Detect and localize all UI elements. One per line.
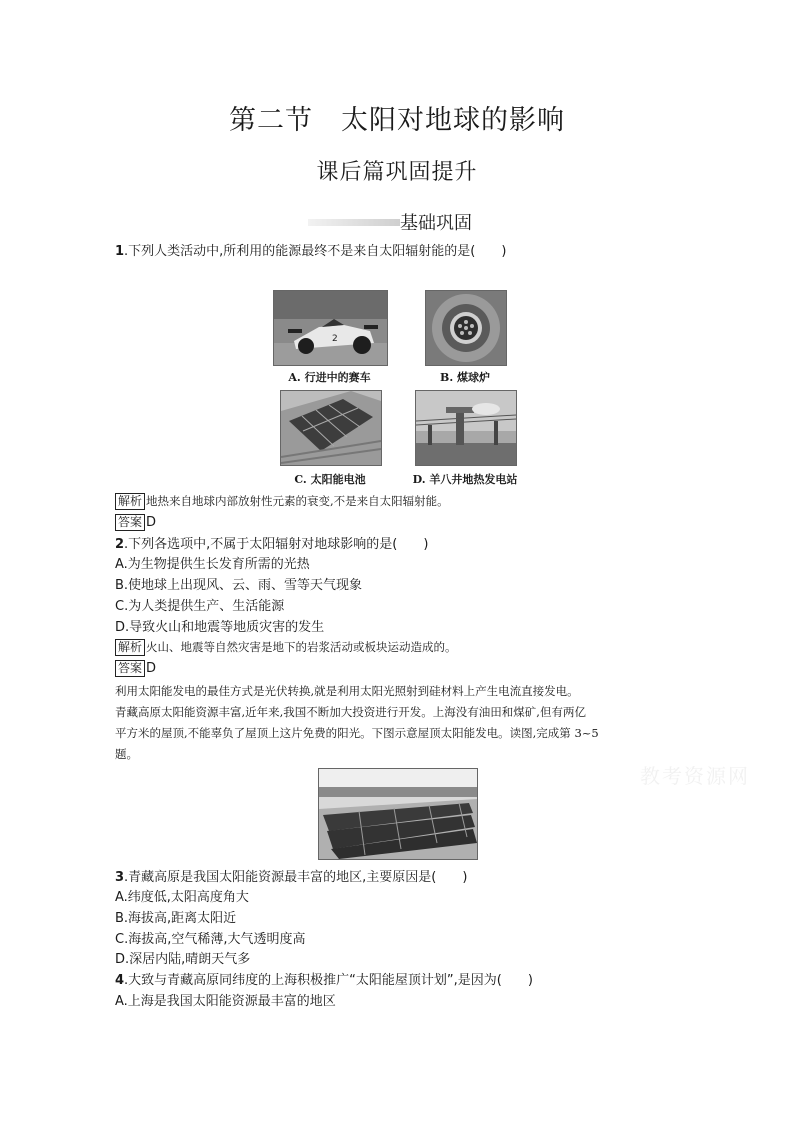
q3-option-c: C.海拔高,空气稀薄,大气透明度高 <box>115 932 306 947</box>
coal-stove-photo <box>425 290 507 366</box>
caption-c: C. 太阳能电池 <box>294 473 366 486</box>
race-car-photo <box>273 290 388 366</box>
passage-line-4: 题。 <box>115 747 138 761</box>
section-decor-bar <box>308 219 400 226</box>
question-2 <box>115 536 428 554</box>
question-number: 1 <box>115 244 125 259</box>
q2-option-a: A.为生物提供生长发育所需的光热 <box>115 557 310 572</box>
question-number: 2 <box>115 537 125 552</box>
answer-tag: 答案 <box>115 514 145 531</box>
question-number: 4 <box>115 973 125 988</box>
q2-analysis <box>115 638 457 657</box>
analysis-tag: 解析 <box>115 493 145 510</box>
question-4 <box>115 972 533 990</box>
q3-option-b: B.海拔高,距离太阳近 <box>115 911 237 926</box>
solar-cell-photo <box>280 390 382 466</box>
q1-answer <box>115 514 156 532</box>
analysis-text: 火山、地震等自然灾害是地下的岩浆活动或板块运动造成的。 <box>146 640 457 654</box>
question-text: .下列各选项中,不属于太阳辐射对地球影响的是( ) <box>124 537 429 552</box>
analysis-tag: 解析 <box>115 639 145 656</box>
q2-option-d: D.导致火山和地震等地质灾害的发生 <box>115 620 325 635</box>
q3-option-d: D.深居内陆,晴朗天气多 <box>115 952 251 967</box>
q2-option-c: C.为人类提供生产、生活能源 <box>115 599 285 614</box>
q2-option-b: B.使地球上出现风、云、雨、雪等天气现象 <box>115 578 363 593</box>
q3-option-a: A.纬度低,太阳高度角大 <box>115 890 249 905</box>
page-title: 第二节 太阳对地球的影响 <box>229 105 565 136</box>
question-3 <box>115 869 467 887</box>
svg-text:2: 2 <box>332 334 338 344</box>
passage-line-2: 青藏高原太阳能资源丰富,近年来,我国不断加大投资进行开发。上海没有油田和煤矿,但有两亿 <box>115 705 586 719</box>
question-text: .大致与青藏高原同纬度的上海积极推广“太阳能屋顶计划”,是因为( ) <box>124 973 533 988</box>
passage-line-1: 利用太阳能发电的最佳方式是光伏转换,就是利用太阳光照射到硅材料上产生电流直接发电。 <box>115 684 579 698</box>
answer-text: D <box>146 661 157 676</box>
q4-option-a: A.上海是我国太阳能资源最丰富的地区 <box>115 994 336 1009</box>
question-1 <box>115 243 506 261</box>
section-heading: 基础巩固 <box>400 213 472 234</box>
q2-answer <box>115 660 156 678</box>
question-number: 3 <box>115 870 125 885</box>
question-text: .下列人类活动中,所利用的能源最终不是来自太阳辐射能的是( ) <box>124 244 507 259</box>
caption-a: A. 行进中的赛车 <box>288 371 371 384</box>
question-text: .青藏高原是我国太阳能资源最丰富的地区,主要原因是( ) <box>124 870 468 885</box>
passage-line-3: 平方米的屋顶,不能辜负了屋顶上这片免费的阳光。下图示意屋顶太阳能发电。读图,完成第 3~5 <box>115 726 599 740</box>
caption-d: D. 羊八井地热发电站 <box>412 473 518 486</box>
caption-b: B. 煤球炉 <box>440 371 490 384</box>
page-subtitle: 课后篇巩固提升 <box>316 160 478 185</box>
answer-text: D <box>146 515 157 530</box>
watermark: 教考资源网 <box>640 764 750 788</box>
rooftop-solar-photo <box>318 768 478 860</box>
answer-tag: 答案 <box>115 660 145 677</box>
geothermal-station-photo <box>415 390 517 466</box>
analysis-text: 地热来自地球内部放射性元素的衰变,不是来自太阳辐射能。 <box>146 494 449 508</box>
q1-analysis <box>115 492 449 511</box>
